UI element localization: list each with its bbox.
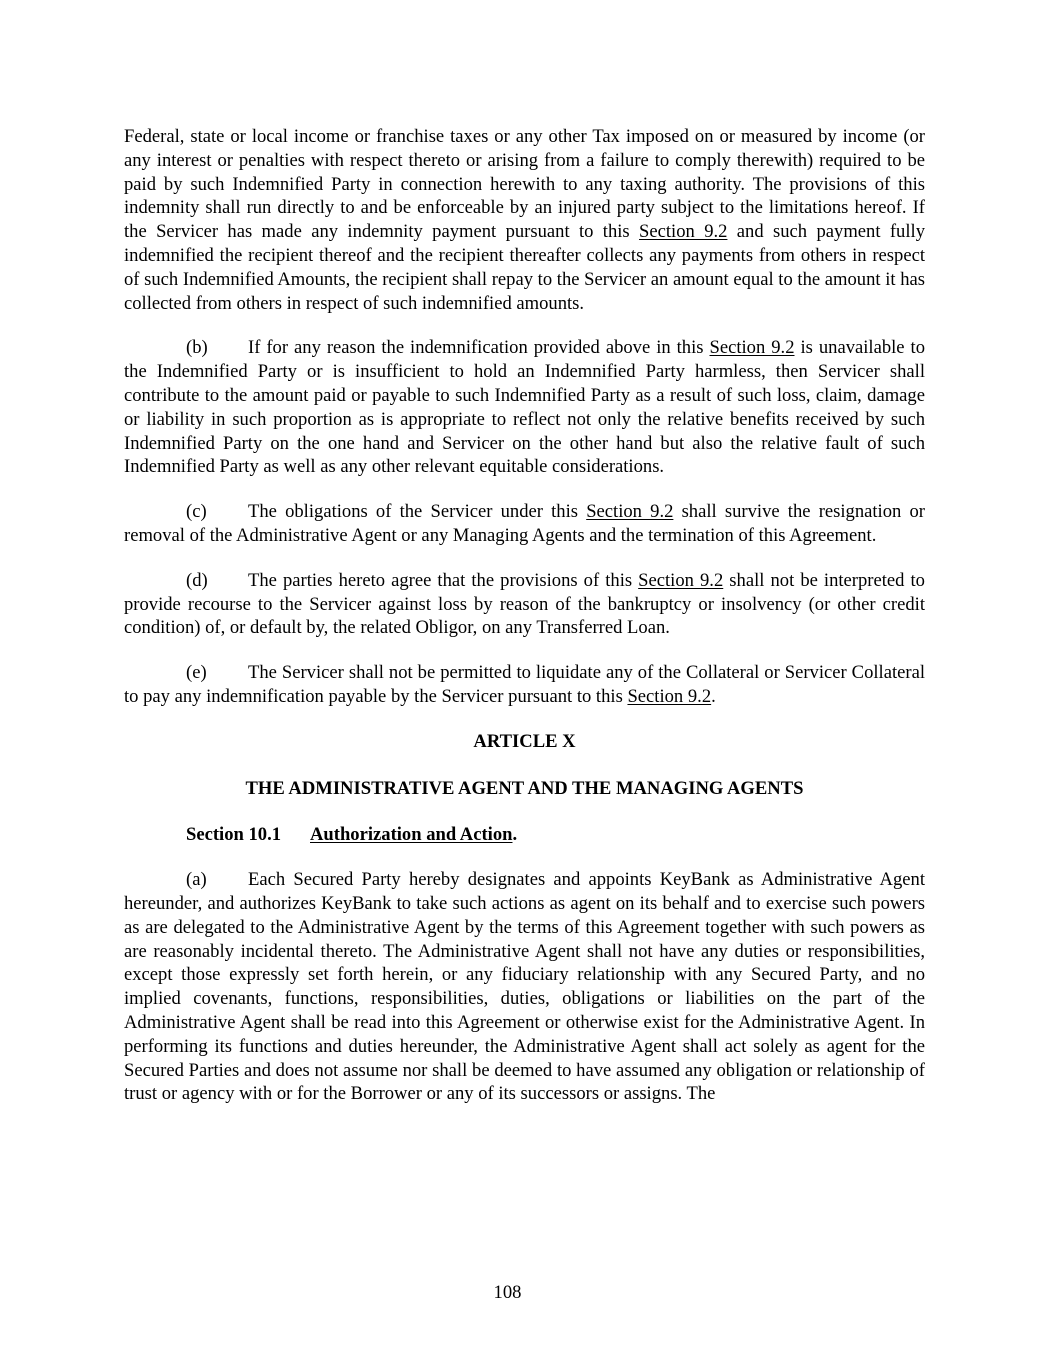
paragraph: [124, 868, 925, 1106]
text-segment: The Servicer shall not be permitted to liquidate any of the Collateral or Servicer Collateral to pay any indemnification payable by the Servicer pursuant to this: [124, 662, 925, 707]
section-reference: Section 9.2: [627, 685, 712, 707]
paragraph-label: (c): [186, 501, 207, 523]
text-segment: .: [711, 685, 716, 707]
article-number: ARTICLE X: [473, 730, 576, 752]
article-title: THE ADMINISTRATIVE AGENT AND THE MANAGING AGENTS: [245, 777, 804, 799]
paragraph-label: (d): [186, 569, 208, 591]
section-reference: Section 9.2: [639, 221, 728, 243]
paragraph-label: (b): [186, 337, 208, 359]
text-segment: is unavailable to the Indemnified Party or is insufficient to hold an Indemnified Party harmless, then Servicer shall contribute to the amount paid or payable to such Indemnified Party as a result of such loss, claim, damage or liability in such proportion as is appropriate to reflect not only the relative benefits received by such Indemnified Party on the one hand and Servicer on the other hand but also the relative fault of such Indemnified Party as well as any other relevant equitable considerations.: [124, 337, 925, 478]
paragraph: [124, 661, 925, 709]
text-segment: shall not be interpreted to provide recourse to the Servicer against loss by reason of the bankruptcy or insolvency (or other credit condition) of, or default by, the related Obligor, on any Transferred Loan.: [124, 569, 925, 639]
text-segment: If for any reason the indemnification provided above in this: [248, 337, 710, 359]
text-segment: Federal, state or local income or franchise taxes or any other Tax imposed on or measured by income (or any interest or penalties with respect thereto or arising from a failure to comply therewith) required to be paid by such Indemnified Party in connection herewith to any taxing authority. The provisions of this indemnity shall run directly to and be enforceable by an injured party subject to the limitations hereof. If the Servicer has made any indemnity payment pursuant to this: [124, 126, 925, 243]
text-segment: The obligations of the Servicer under this: [248, 501, 587, 523]
section-reference: Section 9.2: [638, 569, 724, 591]
page-number: 108: [493, 1282, 522, 1303]
section-reference: Section 9.2: [586, 501, 674, 523]
paragraph: [124, 569, 925, 640]
document-page: [124, 125, 925, 1127]
section-number: Section 10.1: [186, 824, 282, 846]
paragraph-label: (e): [186, 662, 207, 684]
section-punct: .: [512, 824, 518, 846]
paragraphs-before: [124, 125, 925, 709]
paragraph-label: (a): [186, 869, 207, 891]
section-reference: Section 9.2: [709, 337, 795, 359]
paragraph: [124, 336, 925, 479]
section-title: Authorization and Action: [310, 824, 513, 846]
section-heading: [124, 823, 925, 847]
text-segment: Each Secured Party hereby designates and appoints KeyBank as Administrative Agent hereunder, and authorizes KeyBank to take such actions as agent on its behalf and to exercise such powers as are delegated to the Administrative Agent by the terms of this Agreement together with such powers as are reasonably incidental thereto. The Administrative Agent shall not have any duties or responsibilities, except those expressly set forth herein, or any fiduciary relationship with any Secured Party, and no implied covenants, functions, responsibilities, duties, obligations or liabilities on the part of the Administrative Agent shall be read into this Agreement or otherwise exist for the Administrative Agent. In performing its functions and duties hereunder, the Administrative Agent shall act solely as agent for the Secured Parties and does not assume nor shall be deemed to have assumed any obligation or relationship of trust or agency with or for the Borrower or any of its successors or assigns. The: [124, 869, 925, 1105]
text-segment: shall survive the resignation or removal of the Administrative Agent or any Managing Agents and the termination of this Agreement.: [124, 501, 925, 546]
paragraph: [124, 125, 925, 315]
text-segment: and such payment fully indemnified the recipient thereof and the recipient thereafter collects any payments from others in respect of such Indemnified Amounts, the recipient shall repay to the Servicer an amount equal to the amount it has collected from others in respect of such indemnified amounts.: [124, 221, 925, 314]
paragraph: [124, 500, 925, 548]
paragraphs-after: [124, 868, 925, 1106]
text-segment: The parties hereto agree that the provisions of this: [248, 569, 639, 591]
